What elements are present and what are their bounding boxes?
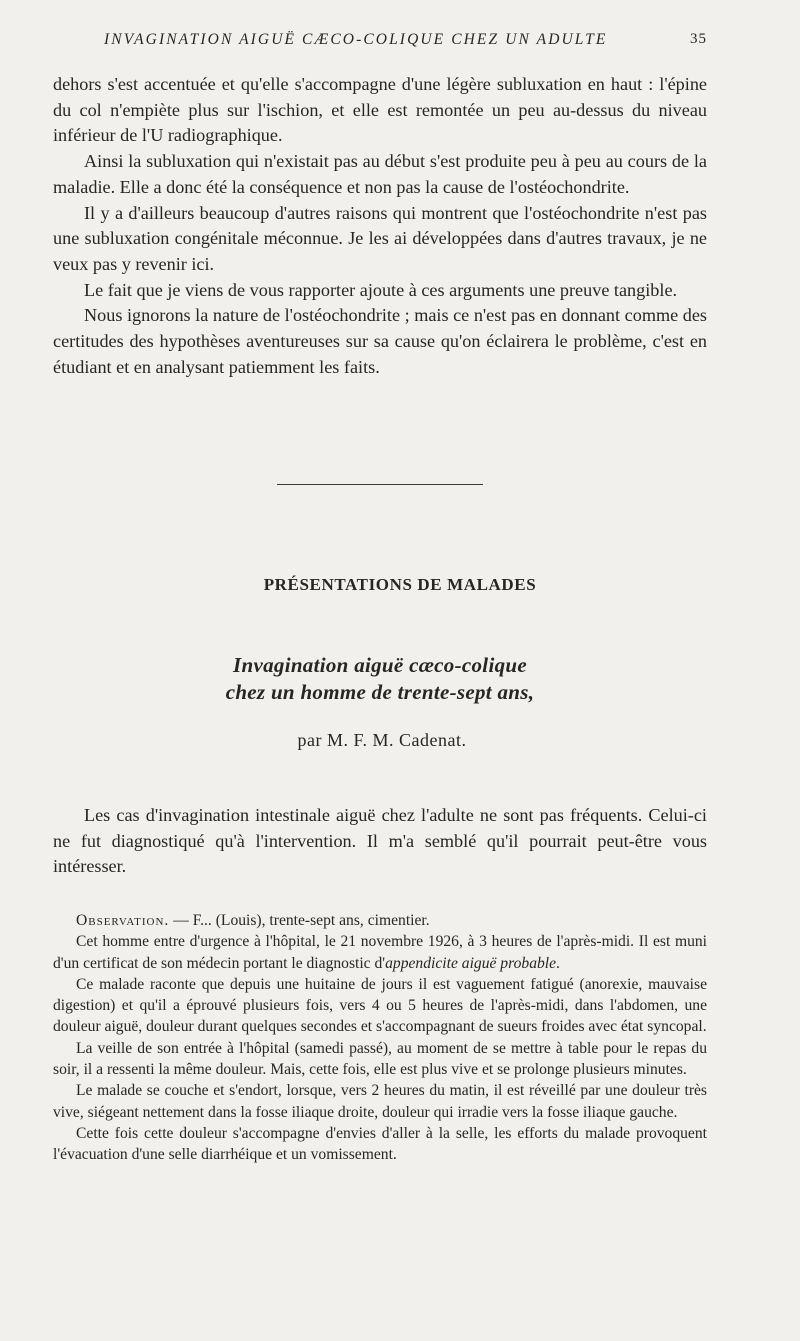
- paragraph: Les cas d'invagination intestinale aiguë chez l'adulte ne sont pas fréquents. Celui-ci ne fut diagnostiqué qu'à l'intervention. Il m'a semblé qu'il pourrait peut-être vous intéresser.: [53, 805, 707, 877]
- article-author: par M. F. M. Cadenat.: [297, 730, 467, 750]
- paragraph: Il y a d'ailleurs beaucoup d'autres raisons qui montrent que l'ostéochondrite n'est pas une subluxation congénitale méconnue. Je les ai développées dans d'autres travaux, je ne veux pas y revenir ici.: [53, 202, 707, 274]
- paragraph: Le malade se couche et s'endort, lorsque, vers 2 heures du matin, il est réveillé par une douleur très vive, siégeant nettement dans la fosse iliaque droite, douleur qui irradie vers la fosse iliaque gauche.: [53, 1082, 707, 1121]
- paragraph: La veille de son entrée à l'hôpital (samedi passé), au moment de se mettre à table pour le repas du soir, il a ressenti la même douleur. Mais, cette fois, elle est plus vive et se prolonge plusieurs minutes.: [53, 1039, 707, 1079]
- observation-label: Observation.: [76, 912, 170, 929]
- section-divider: [277, 484, 483, 485]
- paragraph: Cette fois cette douleur s'accompagne d'envies d'aller à la selle, les efforts du malade provoquent l'évacuation d'une selle diarrhéique et un vomissement.: [53, 1124, 707, 1164]
- paragraph: Ce malade raconte que depuis une huitaine de jours il est vaguement fatigué (anorexie, mauvaise digestion) et qu'il a éprouvé plusieurs fois, vers 4 ou 5 heures de l'après-midi, dans l'abdomen, une douleur aiguë, douleur durant quelques secondes et s'accompagnant de sueurs froides avec état syncopal.: [53, 975, 707, 1036]
- article-intro: [53, 803, 707, 880]
- previous-article-conclusion: [53, 72, 707, 380]
- article-title-line: chez un homme de trente-sept ans,: [225, 680, 535, 704]
- observation-text: .: [556, 954, 560, 972]
- observation-block: [53, 910, 707, 1166]
- diagnosis-text: appendicite aiguë probable: [385, 954, 557, 972]
- observation-patient: — F... (Louis), trente-sept ans, cimentier.: [169, 912, 430, 929]
- running-head: INVAGINATION AIGUË CÆCO-COLIQUE CHEZ UN ADULTE: [104, 31, 608, 48]
- page-number: 35: [690, 31, 707, 47]
- paragraph: [53, 931, 707, 974]
- paragraph: dehors s'est accentuée et qu'elle s'accompagne d'une légère subluxation en haut : l'épine du col n'empiète plus sur l'ischion, et elle est remontée un peu au-dessus du niveau inférieur de l'U radiographique.: [53, 74, 707, 146]
- paragraph: Ainsi la subluxation qui n'existait pas au début s'est produite peu à peu au cours de la maladie. Elle a donc été la conséquence et non pas la cause de l'ostéochondrite.: [53, 151, 707, 197]
- section-title: PRÉSENTATIONS DE MALADES: [263, 575, 537, 594]
- observation-heading: [53, 910, 707, 931]
- paragraph: Le fait que je viens de vous rapporter ajoute à ces arguments une preuve tangible.: [84, 279, 678, 300]
- paragraph: Nous ignorons la nature de l'ostéochondrite ; mais ce n'est pas en donnant comme des certitudes des hypothèses aventureuses sur sa cause qu'on éclairera le problème, c'est en étudiant et en analysant patiemment les faits.: [53, 305, 707, 377]
- article-title: [0, 652, 760, 706]
- observation-text: Cet homme entre d'urgence à l'hôpital, le 21 novembre 1926, à 3 heures de l'après-midi. Il est muni d'un certificat de son médecin portant le diagnostic d': [53, 933, 707, 972]
- article-title-line: Invagination aiguë cæco-colique: [233, 653, 527, 677]
